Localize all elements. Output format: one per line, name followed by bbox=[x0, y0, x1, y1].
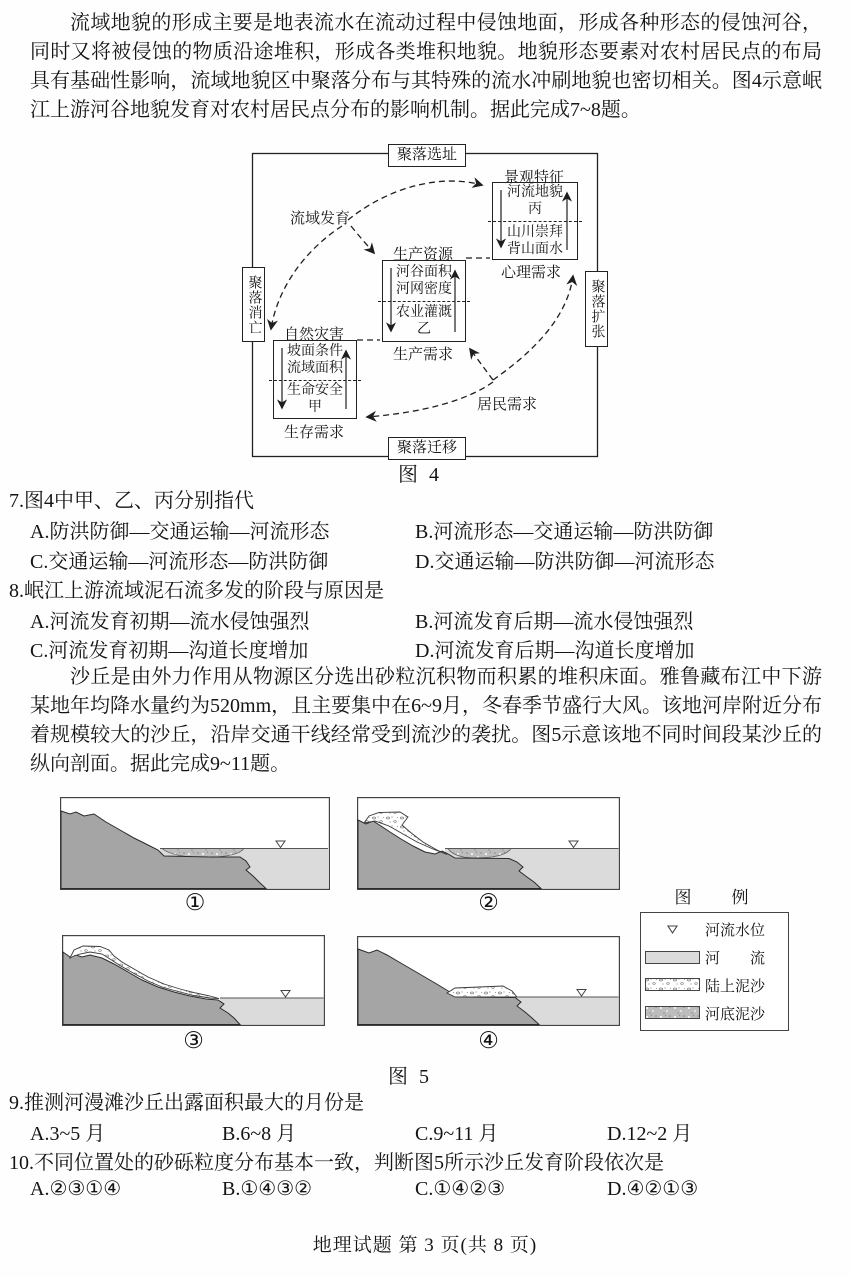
landscape-title: 景观特征 bbox=[503, 170, 564, 186]
landscape-box bbox=[492, 182, 578, 260]
production-line3: 农业灌溉 bbox=[396, 305, 452, 321]
disaster-box bbox=[273, 340, 357, 419]
question-9-number: 9. bbox=[9, 1092, 24, 1114]
figure-4-diagram bbox=[230, 140, 610, 485]
question-8-number: 8. bbox=[9, 580, 24, 602]
legend-label-river: 河 流 bbox=[705, 951, 766, 968]
riverbed-sand-swatch bbox=[641, 1005, 705, 1021]
question-7-stem bbox=[9, 484, 254, 513]
production-line4: 乙 bbox=[417, 322, 431, 338]
option-10b: B.①④③② bbox=[222, 1178, 313, 1200]
legend-label-land-sand: 陆上泥沙 bbox=[705, 978, 766, 995]
question-10-text: 不同位置处的砂砾粒度分布基本一致，判断图5所示沙丘发育阶段依次是 bbox=[34, 1152, 664, 1174]
node-settlement-expansion: 聚落扩张 bbox=[585, 271, 608, 347]
disaster-line4: 甲 bbox=[308, 400, 322, 416]
intro-paragraph-1: 流域地貌的形成主要是地表流水在流动过程中侵蚀地面，形成各种形态的侵蚀河谷，同时又将被侵蚀的物质沿途堆积，形成各类堆积地貌。地貌形态要素对农村居民点的布局具有基础性影响，流域地貌区中聚落分布与其特殊的流水冲刷地貌也密切相关。图4示意岷江上游河谷地貌发育对农村居民点分布的影响机制。据此完成7~8题。 bbox=[30, 12, 822, 121]
panel-3-caption: ③ bbox=[183, 1028, 204, 1053]
option-8a: A.河流发育初期—流水侵蚀强烈 bbox=[30, 611, 310, 633]
intro-paragraph-2: 沙丘是由外力作用从物源区分选出砂粒沉积物而积累的堆积床面。雅鲁藏布江中下游某地年均降水量约为520mm，且主要集中在6~9月，冬春季节盛行大风。该地河岸附近分布着规模较大的沙丘，沿岸交通干线经常受到流沙的袭扰。图5示意该地不同时间段某沙丘的纵向剖面。据此完成9~11题。 bbox=[30, 666, 822, 775]
option-9b: B.6~8 月 bbox=[222, 1123, 297, 1145]
label-production-need: 生产需求 bbox=[392, 347, 453, 363]
landscape-line3: 山川崇拜 bbox=[507, 224, 563, 240]
question-7-number: 7. bbox=[9, 490, 24, 512]
water-level-icon bbox=[641, 924, 705, 936]
legend-title: 图 例 bbox=[674, 888, 751, 907]
page-footer: 地理试题 第 3 页(共 8 页) bbox=[312, 1235, 538, 1256]
landscape-line2: 丙 bbox=[528, 202, 542, 218]
question-10-stem bbox=[9, 1146, 664, 1175]
panel-1-caption: ① bbox=[184, 890, 206, 915]
river-swatch bbox=[641, 950, 705, 966]
label-residents-needs: 居民需求 bbox=[476, 397, 537, 413]
option-7c: C.交通运输—河流形态—防洪防御 bbox=[30, 551, 329, 573]
panel-4-caption: ④ bbox=[478, 1028, 499, 1053]
figure-5-caption: 图 5 bbox=[388, 1066, 432, 1088]
option-10d: D.④②①③ bbox=[607, 1178, 699, 1200]
dune-panel-2 bbox=[357, 797, 620, 890]
node-settlement-siting: 聚落选址 bbox=[388, 144, 466, 167]
production-box bbox=[382, 260, 466, 342]
question-9-text: 推测河漫滩沙丘出露面积最大的月份是 bbox=[24, 1092, 364, 1114]
dune-panel-1 bbox=[60, 797, 330, 890]
figure-4-caption: 图 4 bbox=[398, 464, 442, 486]
label-basin-development: 流域发育 bbox=[289, 211, 350, 227]
disaster-line1: 坡面条件 bbox=[287, 343, 343, 359]
question-10-number: 10. bbox=[9, 1152, 34, 1174]
node-settlement-extinction: 聚落消亡 bbox=[242, 267, 265, 342]
option-7d: D.交通运输—防洪防御—河流形态 bbox=[415, 551, 715, 573]
dune-panel-3 bbox=[62, 935, 325, 1026]
option-10c: C.①④②③ bbox=[415, 1178, 506, 1200]
landscape-line1: 河流地貌 bbox=[507, 185, 563, 201]
production-line2: 河网密度 bbox=[396, 281, 452, 297]
option-10a: A.②③①④ bbox=[30, 1178, 122, 1200]
option-9c: C.9~11 月 bbox=[415, 1123, 499, 1145]
label-psychological-need: 心理需求 bbox=[500, 265, 561, 281]
question-9-stem bbox=[9, 1086, 364, 1115]
option-8b: B.河流发育后期—流水侵蚀强烈 bbox=[415, 611, 694, 633]
option-9d: D.12~2 月 bbox=[607, 1123, 693, 1145]
question-8-stem bbox=[9, 574, 384, 603]
production-line1: 河谷面积 bbox=[396, 264, 452, 280]
landscape-line4: 背山面水 bbox=[507, 241, 563, 257]
label-survival-need: 生存需求 bbox=[283, 425, 344, 441]
dune-panel-4 bbox=[357, 936, 620, 1026]
option-8c: C.河流发育初期—沟道长度增加 bbox=[30, 640, 309, 662]
figure-5-legend bbox=[640, 912, 789, 1031]
figure-5-diagram bbox=[55, 790, 815, 1060]
legend-item-riverbed-sand bbox=[641, 1000, 788, 1026]
option-7a: A.防洪防御—交通运输—河流形态 bbox=[30, 521, 330, 543]
panel-2-caption: ② bbox=[478, 890, 499, 915]
disaster-title: 自然灾害 bbox=[283, 327, 344, 343]
legend-label-water-level: 河流水位 bbox=[705, 923, 766, 940]
legend-item-water-level bbox=[641, 917, 788, 943]
option-9a: A.3~5 月 bbox=[30, 1123, 106, 1145]
land-sand-swatch bbox=[641, 977, 705, 993]
disaster-line3: 生命安全 bbox=[287, 383, 343, 399]
production-title: 生产资源 bbox=[392, 247, 453, 263]
disaster-line2: 流域面积 bbox=[287, 360, 343, 376]
legend-item-river bbox=[641, 945, 788, 971]
question-8-text: 岷江上游流域泥石流多发的阶段与原因是 bbox=[24, 580, 384, 602]
legend-label-riverbed-sand: 河底泥沙 bbox=[705, 1006, 766, 1023]
legend-item-land-sand bbox=[641, 972, 788, 998]
option-8d: D.河流发育后期—沟道长度增加 bbox=[415, 640, 695, 662]
question-7-text: 图4中甲、乙、丙分别指代 bbox=[24, 490, 254, 512]
option-7b: B.河流形态—交通运输—防洪防御 bbox=[415, 521, 714, 543]
node-settlement-migration: 聚落迁移 bbox=[388, 437, 466, 460]
